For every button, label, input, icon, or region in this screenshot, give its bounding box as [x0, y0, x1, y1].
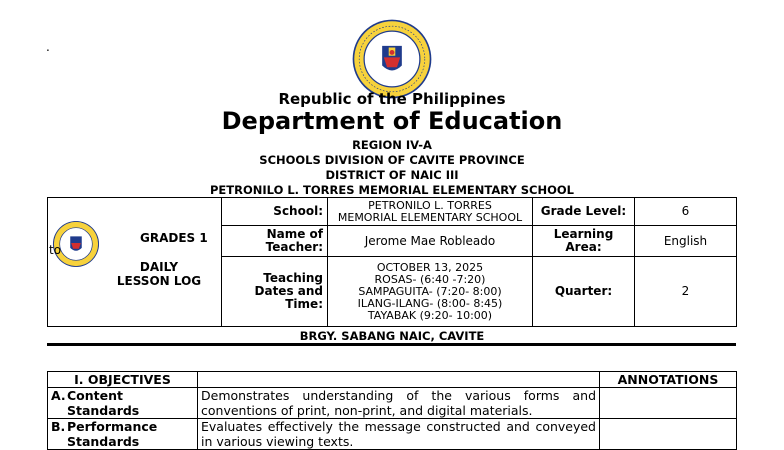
school-name-header: PETRONILO L. TORRES MEMORIAL ELEMENTARY SCHOOL [209, 183, 575, 197]
teaching-label-line3: Time: [285, 297, 323, 311]
row-letter: A. [51, 388, 66, 403]
content-standards-label-row [51, 388, 194, 418]
divider-rule [47, 343, 736, 346]
label-line2: Standards [67, 403, 140, 418]
objectives-heading-blank [198, 372, 600, 388]
learning-area-label-line2: Area: [565, 240, 602, 254]
dll-title-line2: LESSON LOG [116, 274, 202, 288]
dll-title [84, 260, 234, 288]
schedule-item: TAYABAK (9:20- 10:00) [367, 308, 493, 322]
deped-seal-logo [351, 18, 433, 100]
grade-level-value: 6 [635, 198, 737, 226]
quarter-value: 2 [635, 257, 737, 327]
district-label: DISTRICT OF NAIC III [325, 168, 459, 182]
address-line: BRGY. SABANG NAIC, CAVITE [299, 329, 485, 343]
quarter-label: Quarter: [533, 257, 635, 327]
teacher-label-line2: Teacher: [265, 240, 323, 254]
row-letter: B. [51, 419, 66, 434]
performance-standards-label-text [67, 419, 157, 449]
label-line1: Content [67, 388, 123, 403]
schedule-item: ILANG-ILANG- (8:00- 8:45) [357, 296, 503, 310]
label-line2: Standards [67, 434, 140, 449]
teacher-label [222, 226, 328, 257]
teacher-value: Jerome Mae Robleado [328, 226, 533, 257]
annotations-heading: ANNOTATIONS [600, 372, 737, 388]
republic-title: Republic of the Philippines [278, 90, 506, 108]
schedule-item: SAMPAGUITA- (7:20- 8:00) [358, 284, 502, 298]
performance-standards-label [48, 419, 198, 450]
label-line1: Performance [67, 419, 158, 434]
page-mark: . [46, 40, 50, 54]
teacher-label-line1: Name of [266, 227, 323, 241]
lesson-info-table [47, 197, 737, 327]
teaching-dates-value [328, 257, 533, 327]
teaching-date: OCTOBER 13, 2025 [376, 260, 484, 274]
school-value-line2: MEMORIAL ELEMENTARY SCHOOL [337, 210, 523, 224]
teaching-dates-label [222, 257, 328, 327]
school-value-line1: PETRONILO L. TORRES [368, 198, 492, 212]
teaching-label-line2: Dates and [254, 284, 323, 298]
school-value [328, 198, 533, 226]
teaching-label-line1: Teaching [263, 271, 323, 285]
school-label: School: [222, 198, 328, 226]
grades-label: GRADES 1 [140, 231, 208, 245]
learning-area-label-line1: Learning [553, 227, 614, 241]
learning-area-label [533, 226, 635, 257]
dll-title-line1: DAILY [139, 260, 179, 274]
objectives-table [47, 371, 737, 450]
content-standards-annotation [600, 388, 737, 419]
objectives-heading: I. OBJECTIVES [48, 372, 198, 388]
learning-area-value: English [635, 226, 737, 257]
performance-standards-label-row [51, 419, 194, 449]
content-standards-label [48, 388, 198, 419]
grade-level-label: Grade Level: [533, 198, 635, 226]
performance-standards-text: Evaluates effectively the message constructed and conveyed in various viewing texts. [198, 419, 600, 450]
left-fragment-text: to [49, 243, 62, 257]
region-label: REGION IV-A [352, 138, 432, 152]
content-standards-text: Demonstrates understanding of the various forms and conventions of print, non-print, and digital materials. [198, 388, 600, 419]
schedule-item: ROSAS- (6:40 -7:20) [374, 272, 486, 286]
logo-cell [48, 198, 222, 327]
content-standards-label-text [67, 388, 139, 418]
performance-standards-annotation [600, 419, 737, 450]
division-label: SCHOOLS DIVISION OF CAVITE PROVINCE [259, 153, 525, 167]
department-title: Department of Education [221, 107, 563, 135]
